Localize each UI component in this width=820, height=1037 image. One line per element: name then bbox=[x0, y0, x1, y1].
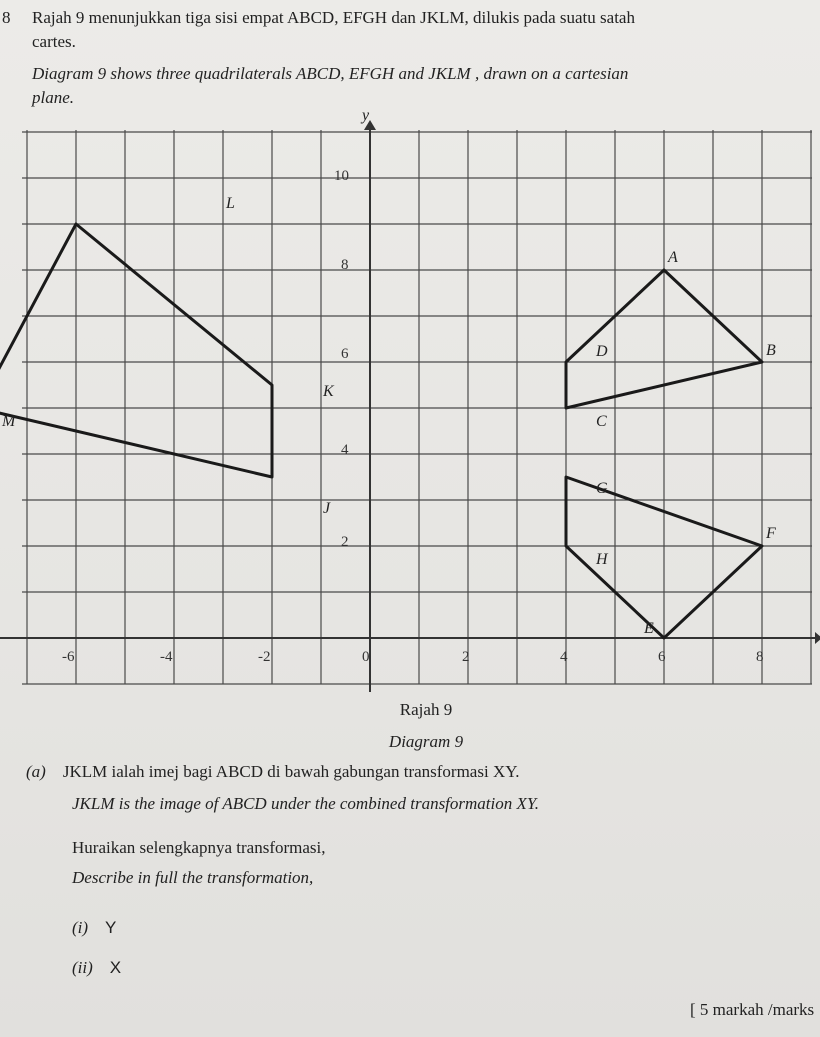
diagram-caption-malay: Rajah 9 bbox=[399, 700, 453, 719]
x-tick-label: -4 bbox=[160, 649, 173, 665]
part-a-malay-text: JKLM ialah imej bagi ABCD di bawah gabungan transformasi XY. bbox=[62, 762, 520, 781]
x-tick-label: 4 bbox=[560, 649, 568, 665]
vertex-label-d: D bbox=[596, 343, 608, 360]
sub-question-ii-label: (ii) bbox=[72, 958, 93, 977]
y-tick-label: 6 bbox=[341, 346, 349, 362]
y-tick-label: 2 bbox=[341, 534, 349, 550]
grid bbox=[22, 130, 812, 684]
vertex-label-g: G bbox=[596, 480, 608, 497]
quadrilateral-jklm bbox=[0, 224, 272, 477]
question-text-malay-2: cartes. bbox=[32, 32, 76, 51]
vertex-label-a: A bbox=[668, 249, 678, 266]
x-axis-arrow bbox=[815, 632, 820, 644]
question-text-english-1: Diagram 9 shows three quadrilaterals ABCD, EFGH and JKLM , drawn on a cartesian bbox=[32, 64, 629, 83]
vertex-label-f: F bbox=[766, 525, 776, 542]
vertex-label-h: H bbox=[596, 551, 608, 568]
question-number: 8 bbox=[2, 8, 11, 27]
instruction-english: Describe in full the transformation, bbox=[72, 868, 314, 887]
sub-question-ii-text: X bbox=[109, 958, 122, 977]
y-tick-label: 4 bbox=[341, 442, 349, 458]
x-tick-label: 2 bbox=[462, 649, 470, 665]
vertex-label-m: M bbox=[2, 413, 16, 430]
diagram-caption-english: Diagram 9 bbox=[388, 732, 464, 751]
cartesian-diagram bbox=[0, 112, 820, 692]
sub-question-ii bbox=[72, 958, 121, 978]
y-tick-label: 8 bbox=[341, 257, 349, 273]
x-tick-label: 8 bbox=[756, 649, 764, 665]
part-a-english: JKLM is the image of ABCD under the combined transformation XY. bbox=[72, 794, 540, 813]
sub-question-i bbox=[72, 918, 116, 938]
quadrilaterals bbox=[0, 224, 762, 638]
instruction-malay: Huraikan selengkapnya transformasi, bbox=[72, 838, 326, 857]
question-text-english-2: plane. bbox=[32, 88, 75, 107]
part-a-malay bbox=[26, 762, 520, 782]
sub-question-i-text: Y bbox=[105, 918, 117, 937]
sub-question-i-label: (i) bbox=[72, 918, 89, 937]
marks-allocation: [ 5 markah /marks bbox=[690, 1000, 815, 1019]
vertex-label-l: L bbox=[226, 195, 235, 212]
question-text-malay-1: Rajah 9 menunjukkan tiga sisi empat ABCD, EFGH dan JKLM, dilukis pada suatu satah bbox=[32, 8, 635, 27]
vertex-label-k: K bbox=[323, 383, 334, 400]
x-tick-label: 0 bbox=[362, 649, 370, 665]
y-tick-label: 10 bbox=[334, 168, 349, 184]
x-tick-label: 6 bbox=[658, 649, 666, 665]
part-a-label: (a) bbox=[26, 762, 46, 781]
vertex-label-c: C bbox=[596, 413, 607, 430]
vertex-labels bbox=[1, 195, 776, 637]
x-tick-label: -6 bbox=[62, 649, 75, 665]
x-tick-label: -2 bbox=[258, 649, 271, 665]
vertex-label-b: B bbox=[766, 342, 776, 359]
y-axis-label: y bbox=[362, 112, 370, 124]
vertex-label-j: J bbox=[323, 500, 331, 517]
vertex-label-e: E bbox=[644, 620, 654, 637]
tick-labels bbox=[62, 168, 764, 665]
